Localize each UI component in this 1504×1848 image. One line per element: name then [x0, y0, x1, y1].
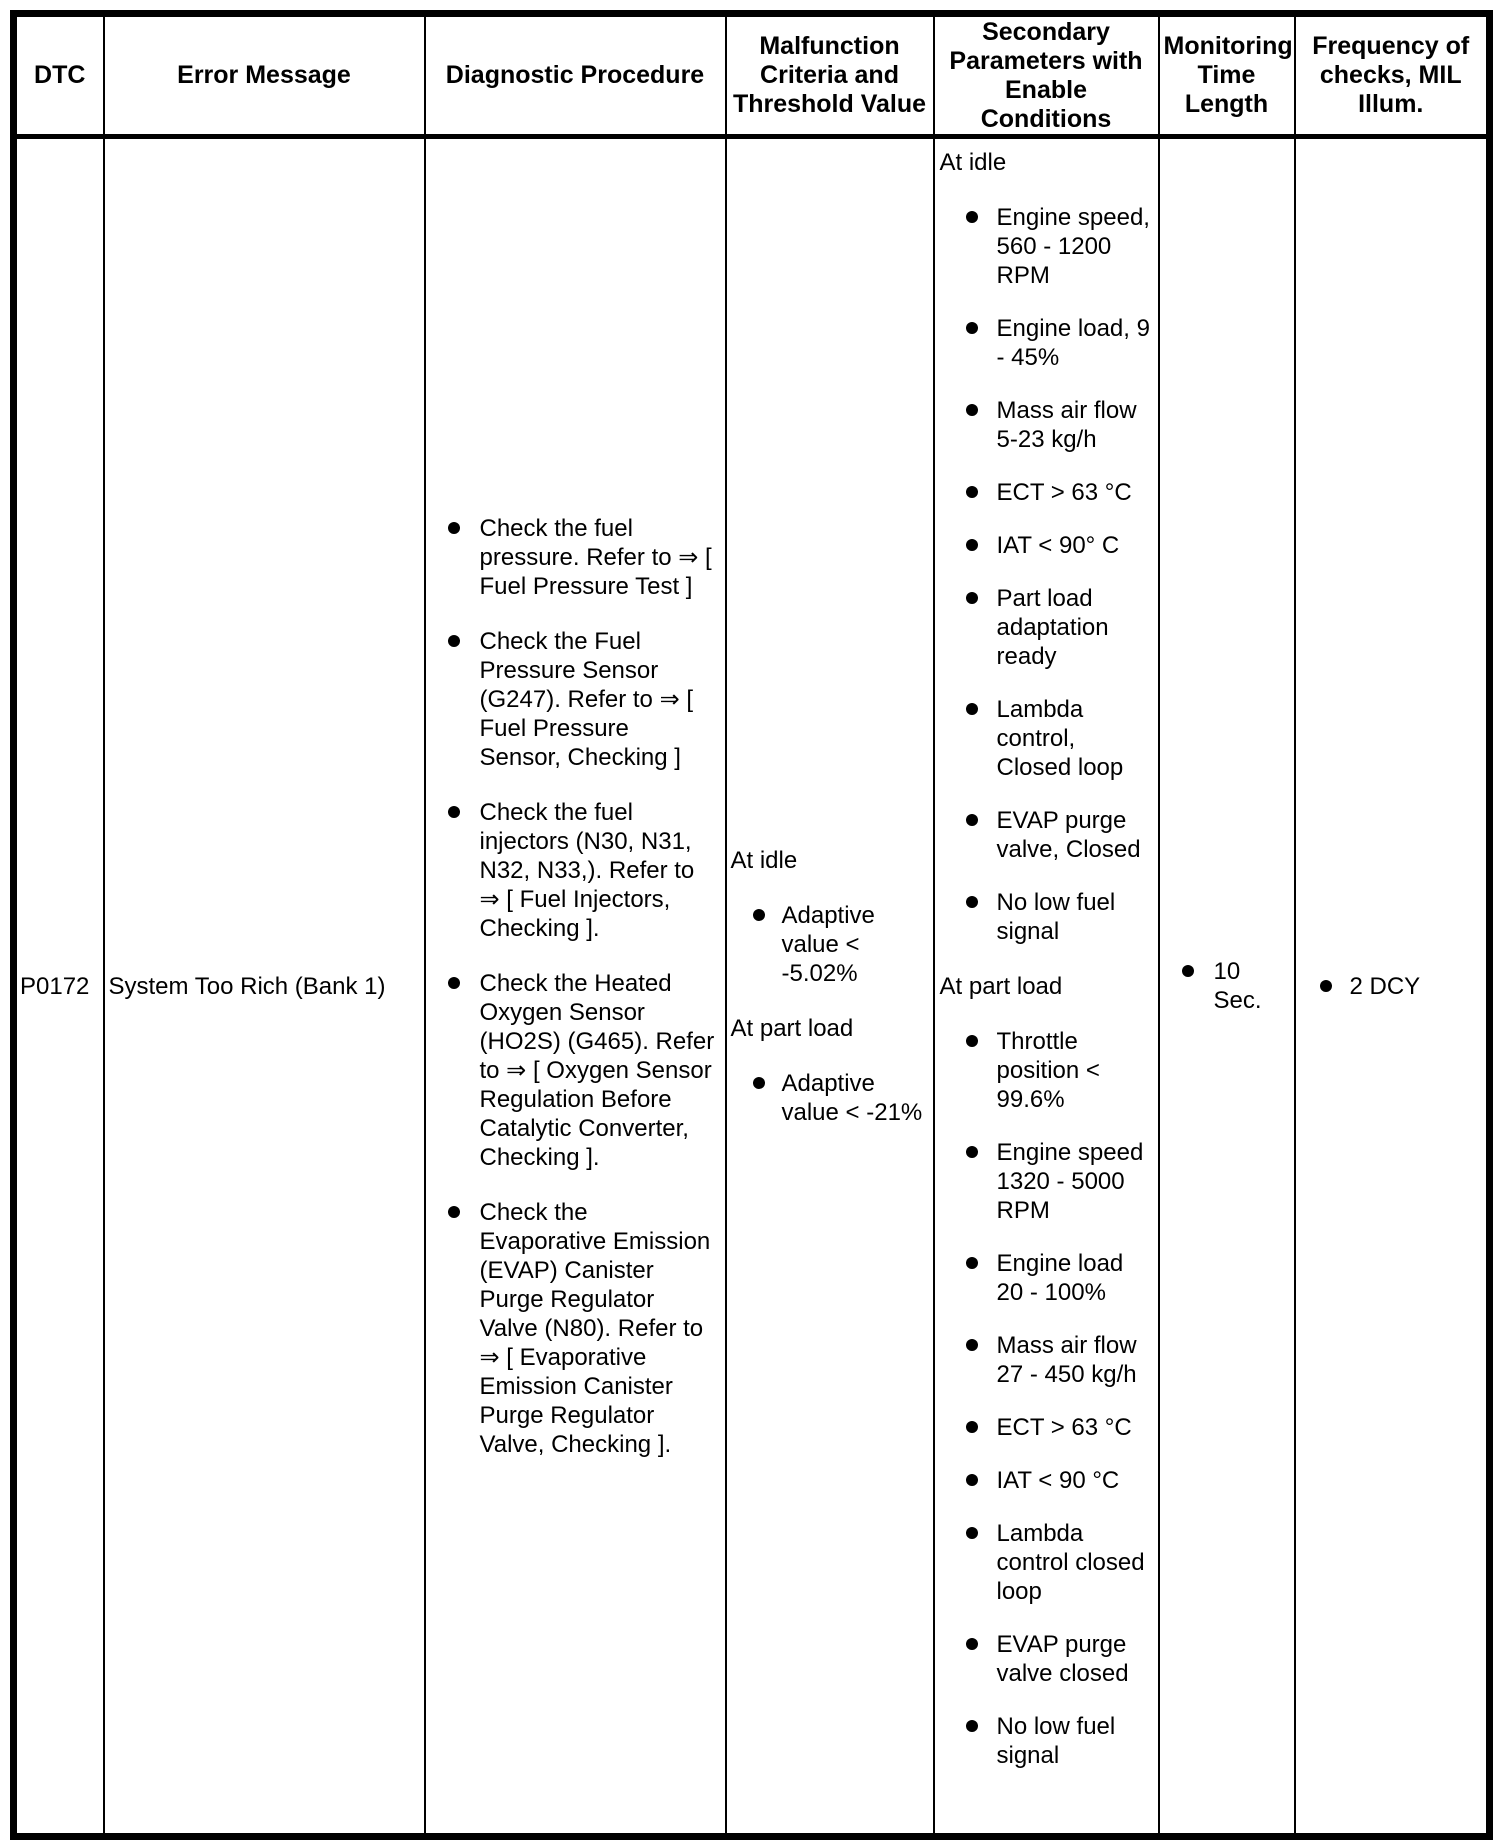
list-item-text: EVAP purge valve closed — [996, 1631, 1129, 1687]
monitoring-time-list — [1160, 957, 1290, 1015]
list-item — [753, 901, 931, 988]
column-header-frequency: Frequency of checks, MIL Illum. — [1295, 14, 1490, 137]
cell-diagnostic-procedure — [425, 137, 726, 1837]
error-message-text: System Too Rich (Bank 1) — [108, 972, 386, 1000]
list-item — [448, 798, 717, 943]
dtc-table — [10, 10, 1493, 1840]
list-item-text: IAT < 90° C — [996, 532, 1120, 559]
list-item — [966, 888, 1152, 946]
list-item-text: Check the fuel injectors (N30, N31, N32, N33,). Refer to ⇒ [ Fuel Injectors, Checking ]. — [479, 798, 695, 942]
bullet-icon — [966, 1339, 978, 1351]
list-item — [966, 806, 1152, 864]
list-item-text: IAT < 90 °C — [996, 1467, 1120, 1494]
bullet-icon — [966, 896, 978, 908]
section-label: At part load — [730, 1014, 854, 1042]
list-item-text: Throttle position < 99.6% — [996, 1028, 1100, 1113]
list-item-text: Check the Fuel Pressure Sensor (G247). Refer to ⇒ [ Fuel Pressure Sensor, Checking ] — [479, 627, 694, 771]
list-item — [753, 1069, 931, 1127]
section-label: At part load — [939, 973, 1063, 1000]
section-label: At idle — [730, 846, 798, 874]
list-item-text: EVAP purge valve, Closed — [996, 807, 1141, 863]
list-item-text: Engine speed, 560 - 1200 RPM — [996, 204, 1150, 289]
column-header-dtc: DTC — [14, 14, 104, 137]
list-item-text: 2 DCY — [1349, 972, 1421, 1000]
bullet-icon — [966, 1720, 978, 1732]
bullet-icon — [966, 486, 978, 498]
bullet-icon — [966, 539, 978, 551]
list-item-text: No low fuel signal — [996, 1713, 1116, 1769]
table-row — [14, 137, 1490, 1837]
bullet-icon — [448, 1206, 460, 1218]
bullet-icon — [448, 977, 460, 989]
bullet-icon — [966, 211, 978, 223]
list-item — [966, 1630, 1152, 1688]
list-item-text: Lambda control, Closed loop — [996, 696, 1124, 781]
list-item-text: Adaptive value < -21% — [781, 1069, 923, 1126]
list-item-text: ECT > 63 °C — [996, 1414, 1132, 1441]
list-item — [966, 1331, 1152, 1389]
bullet-icon — [966, 322, 978, 334]
list-item-text: Check the Evaporative Emission (EVAP) Canister Purge Regulator Valve (N80). Refer to ⇒ [ Evaporative Emission Canister Purge Regulator Valve, Checking ]. — [479, 1198, 711, 1458]
list-item — [448, 514, 717, 601]
list-item — [966, 1027, 1152, 1114]
bullet-icon — [966, 1146, 978, 1158]
list-item — [966, 1138, 1152, 1225]
list-item-text: 10 Sec. — [1213, 958, 1262, 1014]
list-item-text: Engine load 20 - 100% — [996, 1250, 1124, 1306]
criteria-section-at-idle — [731, 846, 931, 988]
bullet-icon — [753, 1077, 765, 1089]
bullet-icon — [966, 1035, 978, 1047]
bullet-icon — [448, 806, 460, 818]
list-item — [966, 203, 1152, 290]
list-item-text: Adaptive value < -5.02% — [781, 901, 875, 987]
criteria-list — [731, 1069, 931, 1127]
column-header-error-message: Error Message — [104, 14, 425, 137]
criteria-list — [731, 901, 931, 988]
list-item-text: Mass air flow 5-23 kg/h — [996, 397, 1137, 453]
bullet-icon — [448, 522, 460, 534]
frequency-list — [1296, 972, 1483, 1001]
list-item-text: No low fuel signal — [996, 889, 1116, 945]
bullet-icon — [966, 1421, 978, 1433]
list-item — [966, 1466, 1152, 1495]
bullet-icon — [966, 1257, 978, 1269]
list-item — [966, 314, 1152, 372]
list-item-text: Mass air flow 27 - 450 kg/h — [996, 1332, 1137, 1388]
column-header-monitoring-time: Monitoring Time Length — [1159, 14, 1295, 137]
bullet-icon — [1320, 980, 1332, 992]
diagnostic-procedure-list — [430, 514, 717, 1459]
list-item-text: ECT > 63 °C — [996, 479, 1132, 506]
parameters-section-at-part-load — [940, 972, 1152, 1770]
list-item — [966, 531, 1152, 560]
list-item — [966, 1519, 1152, 1606]
list-item-text: Engine load, 9 - 45% — [996, 315, 1150, 371]
column-header-malfunction-criteria: Malfunction Criteria and Threshold Value — [726, 14, 934, 137]
list-item — [966, 1249, 1152, 1307]
parameters-list — [940, 203, 1152, 946]
header-row — [14, 14, 1490, 137]
column-header-secondary-parameters: Secondary Parameters with Enable Conditions — [934, 14, 1159, 137]
bullet-icon — [966, 1527, 978, 1539]
bullet-icon — [1182, 965, 1194, 977]
cell-malfunction-criteria — [726, 137, 934, 1837]
list-item — [1182, 957, 1290, 1015]
bullet-icon — [966, 814, 978, 826]
list-item — [448, 1198, 717, 1459]
list-item-text: Part load adaptation ready — [996, 585, 1109, 670]
list-item-text: Lambda control closed loop — [996, 1520, 1145, 1605]
list-item — [966, 584, 1152, 671]
list-item — [966, 396, 1152, 454]
list-item — [448, 627, 717, 772]
cell-frequency — [1295, 137, 1490, 1837]
parameters-list — [940, 1027, 1152, 1770]
bullet-icon — [966, 404, 978, 416]
section-label: At idle — [939, 149, 1007, 176]
bullet-icon — [448, 635, 460, 647]
list-item — [966, 1413, 1152, 1442]
parameters-section-at-idle — [940, 148, 1152, 946]
bullet-icon — [966, 1638, 978, 1650]
cell-secondary-parameters — [934, 137, 1159, 1837]
list-item — [966, 695, 1152, 782]
list-item — [448, 969, 717, 1172]
cell-error-message — [104, 137, 425, 1837]
list-item — [966, 1712, 1152, 1770]
list-item-text: Check the fuel pressure. Refer to ⇒ [ Fuel Pressure Test ] — [479, 514, 712, 600]
bullet-icon — [966, 1474, 978, 1486]
criteria-section-at-part-load — [731, 1014, 931, 1127]
list-item — [966, 478, 1152, 507]
dtc-code: P0172 — [20, 972, 90, 1000]
cell-monitoring-time — [1159, 137, 1295, 1837]
column-header-diagnostic-procedure: Diagnostic Procedure — [425, 14, 726, 137]
bullet-icon — [966, 703, 978, 715]
bullet-icon — [966, 592, 978, 604]
cell-dtc — [14, 137, 104, 1837]
list-item — [1320, 972, 1483, 1001]
list-item-text: Check the Heated Oxygen Sensor (HO2S) (G465). Refer to ⇒ [ Oxygen Sensor Regulation Before Catalytic Converter, Checking ]. — [479, 969, 715, 1171]
bullet-icon — [753, 909, 765, 921]
list-item-text: Engine speed 1320 - 5000 RPM — [996, 1139, 1144, 1224]
